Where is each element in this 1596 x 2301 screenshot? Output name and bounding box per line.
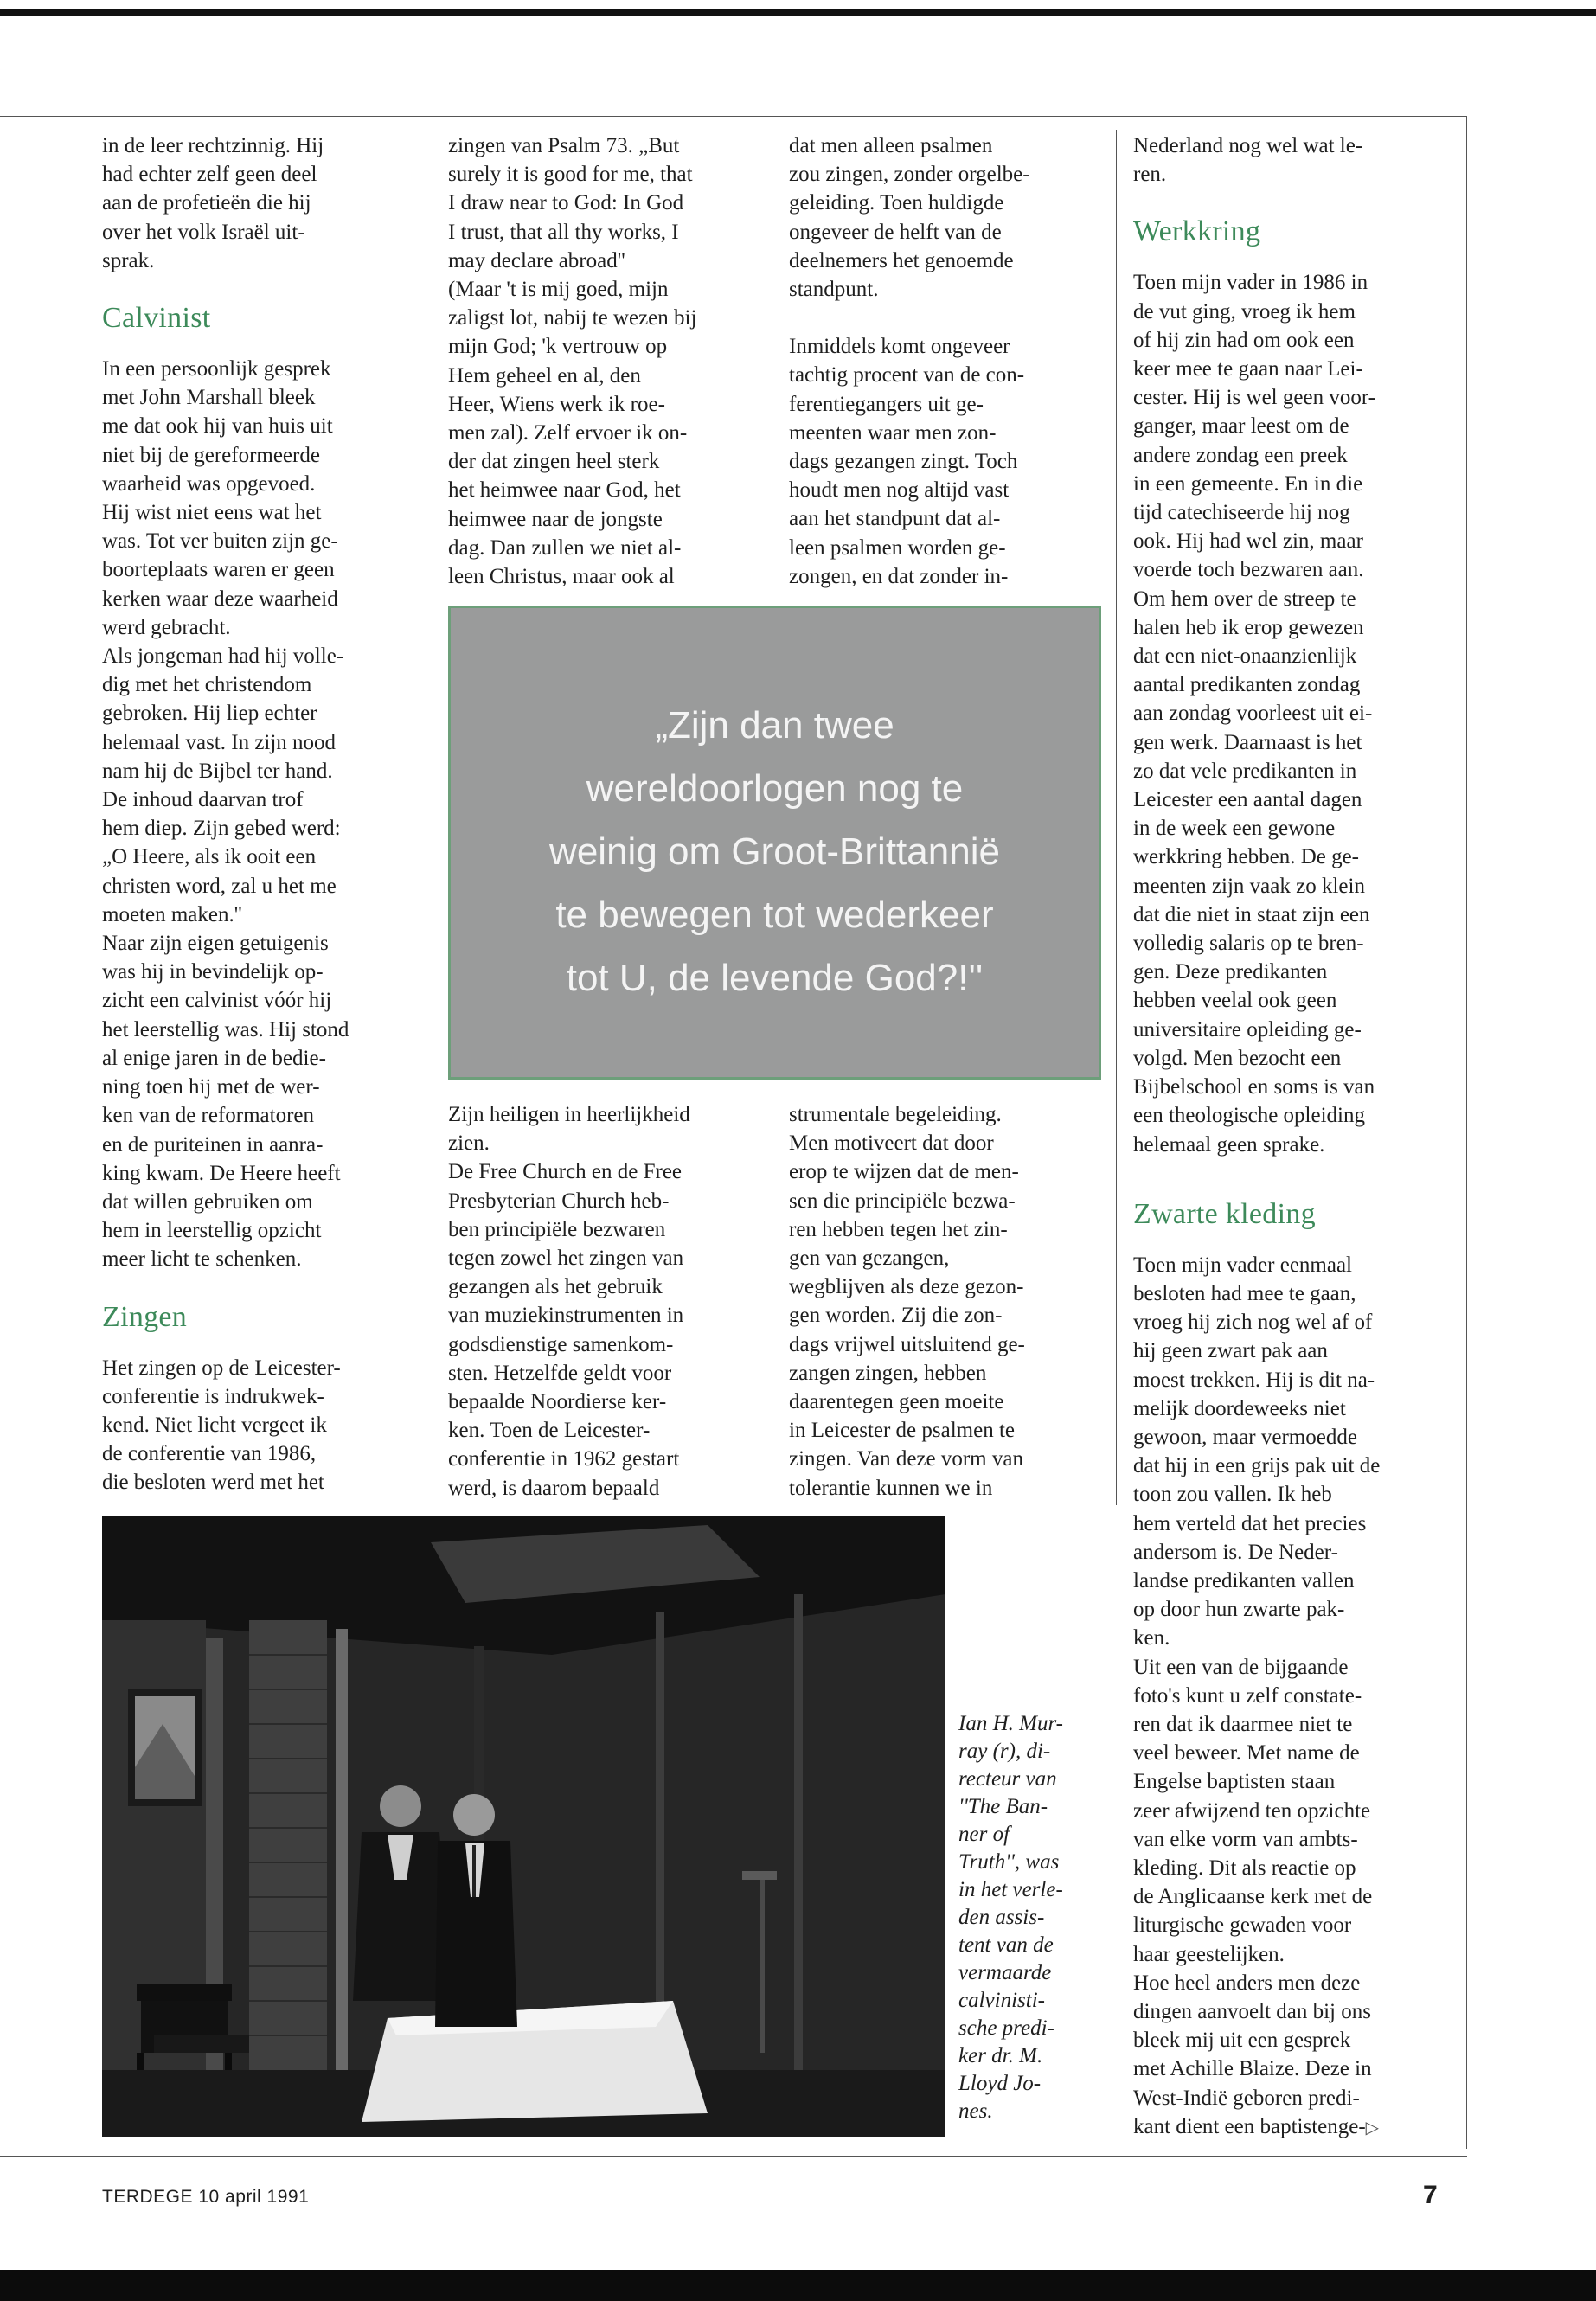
- text-line: Engelse baptisten staan: [1133, 1770, 1336, 1794]
- text-line: andere zondag een preek: [1133, 443, 1348, 467]
- col1-calvinist-text: [102, 355, 422, 1274]
- pull-quote-line: weinig om Groot-Brittannië: [549, 830, 1000, 873]
- text-line: geleiding. Toen huldigde: [789, 191, 1004, 215]
- column-3-bottom: [789, 1100, 1109, 1503]
- text-line: sten. Hetzelfde geldt voor: [448, 1361, 672, 1385]
- text-line: volledig salaris op te bren-: [1133, 932, 1364, 956]
- col4-werkkring-text: [1133, 268, 1462, 1158]
- text-line: gewoon, maar vermoedde: [1133, 1425, 1357, 1449]
- text-line: ning toen hij met de wer-: [102, 1075, 320, 1099]
- scan-border-top: [0, 9, 1596, 16]
- text-line: De Free Church en de Free: [448, 1160, 683, 1184]
- text-line: foto's kunt u zelf constate-: [1133, 1683, 1362, 1708]
- col4-zwarte-text: [1133, 1251, 1462, 2143]
- text-line: Zijn heiligen in heerlijkheid: [448, 1103, 690, 1126]
- text-line: West-Indië geboren predi-: [1133, 2086, 1360, 2110]
- text-line: I draw near to God: In God: [448, 191, 684, 215]
- col1-top-text: [102, 131, 422, 275]
- text-line: sen die principiële bezwa-: [789, 1189, 1016, 1213]
- text-line-last: kant dient een baptistenge-: [1133, 2114, 1366, 2138]
- text-line: wegblijven als deze gezon-: [789, 1275, 1024, 1299]
- text-line: Hoe heel anders men deze: [1133, 1971, 1361, 1995]
- text-line: het leerstellig was. Hij stond: [102, 1017, 349, 1042]
- text-line: was. Tot ver buiten zijn ge-: [102, 529, 338, 554]
- text-line: gen. Deze predikanten: [1133, 960, 1328, 984]
- text-line: andersom is. De Neder-: [1133, 1540, 1338, 1564]
- text-line: volgd. Men bezocht een: [1133, 1046, 1342, 1070]
- scan-border-bottom: [0, 2270, 1596, 2301]
- photo-caption: [958, 1710, 1088, 2125]
- text-line: hem diep. Zijn gebed werd:: [102, 817, 341, 841]
- text-line: dat die niet in staat zijn een: [1133, 902, 1370, 926]
- text-line: nam hij de Bijbel ter hand.: [102, 759, 333, 783]
- text-line: zicht een calvinist vóór hij: [102, 989, 332, 1013]
- text-line: over het volk Israël uit-: [102, 220, 305, 244]
- caption-line: den assis-: [958, 1906, 1045, 1929]
- text-line: een theologische opleiding: [1133, 1104, 1365, 1128]
- text-line: vroeg hij zich nog wel af of: [1133, 1311, 1373, 1335]
- column-4: [1133, 131, 1462, 2143]
- text-line: conferentie in 1962 gestart: [448, 1447, 680, 1471]
- text-line: toon zou vallen. Ik heb: [1133, 1483, 1332, 1507]
- text-line: melijk doordeweeks niet: [1133, 1396, 1346, 1420]
- text-line: dig met het christendom: [102, 673, 312, 697]
- text-line: king kwam. De Heere heeft: [102, 1161, 341, 1185]
- text-line: haar geestelijken.: [1133, 1942, 1285, 1966]
- caption-line: Truth'', was: [958, 1850, 1060, 1874]
- text-line: niet bij de gereformeerde: [102, 443, 320, 467]
- text-line: kleding. Dit als reactie op: [1133, 1856, 1356, 1880]
- text-line: hem in leerstellig opzicht: [102, 1219, 322, 1243]
- text-line: ook. Hij had wel zin, maar: [1133, 529, 1363, 554]
- text-line: dat hij in een grijs pak uit de: [1133, 1454, 1381, 1478]
- text-line: hij geen zwart pak aan: [1133, 1339, 1328, 1363]
- text-line: werd, is daarom bepaald: [448, 1476, 660, 1500]
- text-line: ongeveer de helft van de: [789, 220, 1002, 244]
- caption-line: ner of: [958, 1823, 1010, 1846]
- heading-werkkring: Werkkring: [1133, 215, 1261, 248]
- text-line: standpunt.: [789, 278, 879, 302]
- text-line: Heer, Wiens werk ik roe-: [448, 392, 665, 416]
- text-line: deelnemers het genoemde: [789, 248, 1014, 272]
- column-3-top: [789, 131, 1109, 591]
- caption-line: Lloyd Jo-: [958, 2072, 1042, 2095]
- caption-line: vermaarde: [958, 1961, 1052, 1984]
- photo-illustration: [102, 1516, 945, 2137]
- text-line: [1133, 2112, 1462, 2143]
- text-line: hebben veelal ook geen: [1133, 989, 1337, 1013]
- text-line: Uit een van de bijgaande: [1133, 1655, 1349, 1679]
- text-line: conferentie is indrukwek-: [102, 1384, 324, 1408]
- pull-quote-line: „Zijn dan twee: [655, 703, 894, 747]
- text-line: gen worden. Zij die zon-: [789, 1304, 1003, 1328]
- text-line: Toen mijn vader eenmaal: [1133, 1253, 1353, 1277]
- text-line: may declare abroad'': [448, 248, 625, 272]
- text-line: helemaal vast. In zijn nood: [102, 730, 337, 754]
- text-line: ben principiële bezwaren: [448, 1217, 666, 1241]
- photo-conference-room: [102, 1516, 945, 2137]
- text-line: Nederland nog wel wat le-: [1133, 134, 1363, 157]
- text-line: daarentegen geen moeite: [789, 1390, 1004, 1414]
- footer-publication: TERDEGE 10 april 1991: [102, 2187, 310, 2207]
- text-line: ken. Toen de Leicester-: [448, 1419, 651, 1443]
- text-line: ken.: [1133, 1626, 1170, 1650]
- text-line: Als jongeman had hij volle-: [102, 644, 344, 669]
- text-line: Om hem over de streep te: [1133, 586, 1356, 611]
- text-line: aan het standpunt dat al-: [789, 507, 1001, 531]
- text-line: bepaalde Noordierse ker-: [448, 1390, 667, 1414]
- page-number: 7: [1423, 2181, 1438, 2209]
- heading-calvinist: Calvinist: [102, 302, 211, 335]
- text-line: in de week een gewone: [1133, 817, 1336, 841]
- caption-line: ray (r), di-: [958, 1740, 1051, 1763]
- column-2-bottom: [448, 1100, 764, 1503]
- text-line: Bijbelschool en soms is van: [1133, 1075, 1375, 1099]
- text-line: heimwee naar de jongste: [448, 507, 663, 531]
- text-line: leen Christus, maar ook al: [448, 565, 675, 589]
- text-line: helemaal geen sprake.: [1133, 1132, 1325, 1157]
- text-line: mijn God; 'k vertrouw op: [448, 335, 668, 359]
- text-line: in een gemeente. En in die: [1133, 471, 1363, 496]
- caption-line: sche predi-: [958, 2016, 1054, 2040]
- text-line: keer mee te gaan naar Lei-: [1133, 357, 1363, 381]
- pull-quote-box: [448, 606, 1101, 1080]
- text-line: ganger, maar leest om de: [1133, 414, 1349, 439]
- text-line: houdt men nog altijd vast: [789, 478, 1010, 503]
- text-line: al enige jaren in de bedie-: [102, 1046, 326, 1070]
- text-line: Inmiddels komt ongeveer: [789, 335, 1010, 359]
- column-2-top: [448, 131, 764, 591]
- text-line: meenten zijn vaak zo klein: [1133, 874, 1365, 898]
- heading-zwarte-kleding: Zwarte kleding: [1133, 1197, 1316, 1230]
- caption-line: recteur van: [958, 1767, 1057, 1791]
- vertical-rule-right: [1466, 116, 1467, 2149]
- caption-line: tent van de: [958, 1933, 1054, 1957]
- continue-arrow-icon: ▷: [1365, 2118, 1380, 2138]
- caption-line: Ian H. Mur-: [958, 1712, 1064, 1735]
- text-line: zingen. Van deze vorm van: [789, 1447, 1023, 1471]
- paragraph-gap: [789, 304, 1109, 332]
- text-line: me dat ook hij van huis uit: [102, 414, 333, 439]
- column-1: [102, 131, 422, 1497]
- caption-line: ''The Ban-: [958, 1795, 1048, 1818]
- heading-zingen: Zingen: [102, 1300, 188, 1333]
- text-line: ren dat ik daarmee niet te: [1133, 1712, 1353, 1736]
- text-line: De inhoud daarvan trof: [102, 788, 304, 812]
- caption-line: in het verle-: [958, 1878, 1063, 1901]
- text-line: universitaire opleiding ge-: [1133, 1017, 1362, 1042]
- text-line: aan de profetieën die hij: [102, 191, 311, 215]
- pull-quote-text: [481, 694, 1069, 1009]
- pull-quote-line: wereldoorlogen nog te: [586, 766, 964, 810]
- text-line: aan zondag voorleest uit ei-: [1133, 702, 1373, 726]
- text-line: of hij zin had om ook een: [1133, 328, 1355, 352]
- text-line: in Leicester de psalmen te: [789, 1419, 1015, 1443]
- text-line: van muziekinstrumenten in: [448, 1304, 684, 1328]
- text-line: was hij in bevindelijk op-: [102, 960, 324, 984]
- text-line: halen heb ik erop gewezen: [1133, 615, 1364, 639]
- text-line: Men motiveert dat door: [789, 1131, 994, 1156]
- caption-line: calvinisti-: [958, 1989, 1045, 2012]
- text-line: men zal). Zelf ervoer ik on-: [448, 421, 688, 445]
- text-line: werd gebracht.: [102, 615, 231, 639]
- pull-quote-line: tot U, de levende God?!'': [566, 956, 984, 999]
- text-line: tegen zowel het zingen van: [448, 1247, 684, 1271]
- text-line: aantal predikanten zondag: [1133, 673, 1361, 697]
- col1-zingen-text: [102, 1354, 422, 1497]
- text-line: landse predikanten vallen: [1133, 1568, 1355, 1593]
- text-line: ferentiegangers uit ge-: [789, 392, 984, 416]
- text-line: Naar zijn eigen getuigenis: [102, 932, 329, 956]
- text-line: op door hun zwarte pak-: [1133, 1598, 1345, 1622]
- text-line: dags vrijwel uitsluitend ge-: [789, 1332, 1025, 1356]
- text-line: dingen aanvoelt dan bij ons: [1133, 1999, 1371, 2023]
- column-rule-3: [1116, 130, 1117, 1505]
- text-line: gen werk. Daarnaast is het: [1133, 730, 1362, 754]
- text-line: kerken waar deze waarheid: [102, 586, 338, 611]
- text-line: werkkring hebben. De ge-: [1133, 845, 1360, 869]
- text-line: bleek mij uit een gesprek: [1133, 2029, 1351, 2053]
- text-line: dags gezangen zingt. Toch: [789, 450, 1018, 474]
- text-line: (Maar 't is mij goed, mijn: [448, 278, 669, 302]
- text-line: veel beweer. Met name de: [1133, 1741, 1360, 1766]
- text-line: zou zingen, zonder orgelbe-: [789, 163, 1030, 187]
- text-line: leen psalmen worden ge-: [789, 535, 1006, 560]
- text-line: zo dat vele predikanten in: [1133, 759, 1357, 783]
- text-line: in de leer rechtzinnig. Hij: [102, 134, 324, 157]
- text-line: waarheid was opgevoed.: [102, 471, 316, 496]
- text-line: dat een niet-onaanzienlijk: [1133, 644, 1357, 669]
- text-line: Hij wist niet eens wat het: [102, 501, 322, 525]
- text-line: strumentale begeleiding.: [789, 1103, 1002, 1126]
- text-line: In een persoonlijk gesprek: [102, 357, 331, 381]
- text-line: cester. Hij is wel geen voor-: [1133, 386, 1375, 410]
- text-line: Presbyterian Church heb-: [448, 1189, 670, 1213]
- text-line: liturgische gewaden voor: [1133, 1913, 1352, 1938]
- text-line: kend. Niet licht vergeet ik: [102, 1413, 327, 1437]
- text-line: ken van de reformatoren: [102, 1104, 315, 1128]
- text-line: dat willen gebruiken om: [102, 1189, 313, 1214]
- text-line: besloten had mee te gaan,: [1133, 1281, 1356, 1305]
- text-line: I trust, that all thy works, I: [448, 220, 679, 244]
- text-line: Het zingen op de Leicester-: [102, 1356, 341, 1380]
- text-line: Leicester een aantal dagen: [1133, 788, 1362, 812]
- caption-line: ker dr. M.: [958, 2044, 1043, 2067]
- text-line: ren.: [1133, 163, 1167, 187]
- text-line: de vut ging, vroeg ik hem: [1133, 299, 1356, 324]
- top-horizontal-rule: [0, 116, 1467, 117]
- text-line: erop te wijzen dat de men-: [789, 1160, 1019, 1184]
- text-line: tachtig procent van de con-: [789, 363, 1025, 388]
- text-line: hem verteld dat het precies: [1133, 1511, 1367, 1535]
- bottom-horizontal-rule: [0, 2156, 1467, 2157]
- text-line: zongen, en dat zonder in-: [789, 564, 1009, 588]
- text-line: sprak.: [102, 248, 155, 272]
- text-line: boorteplaats waren er geen: [102, 558, 335, 582]
- text-line: tolerantie kunnen we in: [789, 1476, 993, 1500]
- pull-quote-line: te bewegen tot wederkeer: [555, 893, 994, 936]
- text-line: gen van gezangen,: [789, 1247, 950, 1271]
- text-line: Toen mijn vader in 1986 in: [1133, 271, 1368, 295]
- text-line: surely it is good for me, that: [448, 163, 693, 187]
- text-line: gezangen als het gebruik: [448, 1275, 663, 1299]
- text-line: van elke vorm van ambts-: [1133, 1827, 1358, 1851]
- text-line: dag. Dan zullen we niet al-: [448, 535, 682, 560]
- text-line: die besloten werd met het: [102, 1471, 324, 1495]
- text-line: moest trekken. Hij is dit na-: [1133, 1368, 1375, 1392]
- text-line: dat men alleen psalmen: [789, 134, 993, 157]
- text-line: zangen zingen, hebben: [789, 1361, 987, 1385]
- text-line: en de puriteinen in aanra-: [102, 1132, 324, 1157]
- caption-line: nes.: [958, 2099, 993, 2123]
- text-line: met John Marshall bleek: [102, 386, 316, 410]
- text-line: tijd catechiseerde hij nog: [1133, 501, 1350, 525]
- text-line: meer licht te schenken.: [102, 1247, 302, 1272]
- text-line: meenten waar men zon-: [789, 420, 997, 445]
- text-line: Hem geheel en al, den: [448, 363, 641, 388]
- text-line: had echter zelf geen deel: [102, 163, 317, 187]
- text-line: „O Heere, als ik ooit een: [102, 845, 317, 869]
- text-line: godsdienstige samenkom-: [448, 1332, 674, 1356]
- text-line: christen word, zal u het me: [102, 874, 337, 898]
- text-line: voerde toch bezwaren aan.: [1133, 558, 1364, 582]
- text-line: zingen van Psalm 73. „But: [448, 134, 680, 157]
- text-line: zaligst lot, nabij te wezen bij: [448, 306, 697, 330]
- text-line: de Anglicaanse kerk met de: [1133, 1885, 1373, 1909]
- text-line: ren hebben tegen het zin-: [789, 1217, 1008, 1241]
- text-line: de conferentie van 1986,: [102, 1442, 317, 1466]
- text-line: met Achille Blaize. Deze in: [1133, 2057, 1372, 2081]
- text-line: het heimwee naar God, het: [448, 478, 681, 503]
- text-line: zien.: [448, 1131, 490, 1156]
- text-line: der dat zingen heel sterk: [448, 450, 660, 474]
- text-line: gebroken. Hij liep echter: [102, 702, 317, 726]
- text-line: zeer afwijzend ten opzichte: [1133, 1798, 1371, 1823]
- text-line: moeten maken.'': [102, 902, 242, 926]
